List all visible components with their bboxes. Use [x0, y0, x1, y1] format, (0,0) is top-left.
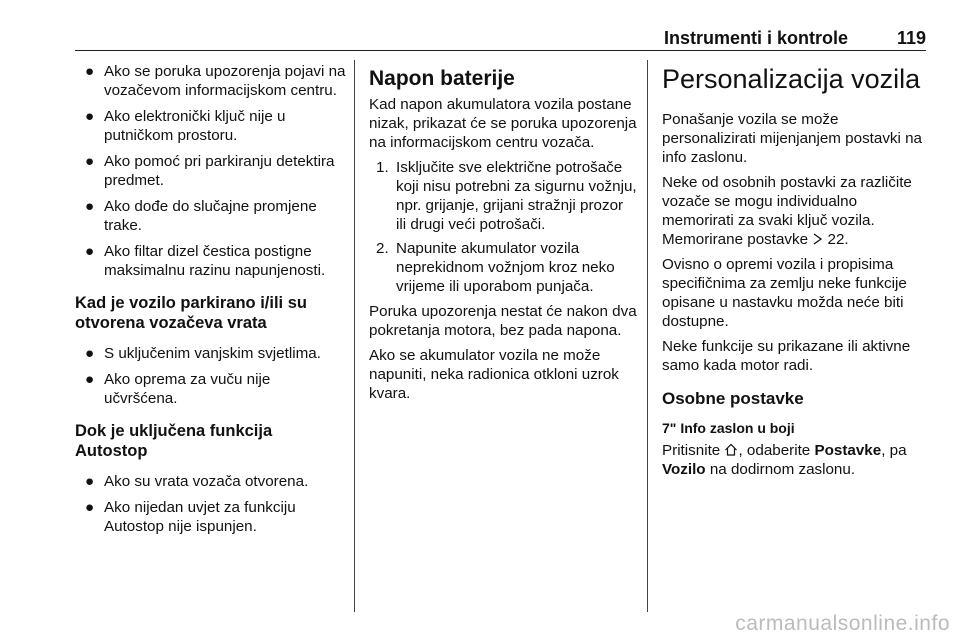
list-item: 1. Isključite sve električne potrošače koji nisu potrebni za sigurnu vožnju, npr. grijanje, grijani stražnji prozor ili drugi veći potrošači. [376, 159, 637, 233]
list-item: ● S uključenim vanjskim svjetlima. [85, 345, 321, 362]
paragraph-workshop: Ako se akumulator vozila ne može napuniti, neka radionica otkloni uzrok kvara. [369, 347, 619, 402]
heading-parked: Kad je vozilo parkirano i/ili su otvorena vozačeva vrata [75, 294, 307, 332]
step-number: 2. [376, 240, 389, 257]
step-number: 1. [376, 159, 389, 176]
watermark: carmanualsonline.info [735, 612, 950, 635]
paragraph-intro: Kad napon akumulatora vozila postane nizak, prikazat će se poruka upozorenja na informacijskom centru vozača. [369, 96, 637, 151]
list-item: ● Ako filtar dizel čestica postigne maksimalnu razinu napunjenosti. [85, 243, 326, 279]
paragraph-engine-running: Neke funkcije su prikazane ili aktivne samo kada motor radi. [662, 338, 911, 374]
paragraph-memorize: Neke od osobnih postavki za različite vozače se mogu individualno memorirati za svaki ključ vozila. Memorirane postavke 22. [662, 174, 912, 248]
bullet-icon: ● [85, 499, 95, 516]
column-divider-2 [647, 60, 648, 612]
heading-personal-settings: Osobne postavke [662, 389, 804, 408]
bullet-list-warnings [75, 62, 347, 280]
heading-info-display: 7" Info zaslon u boji [662, 420, 795, 436]
list-item: ● Ako se poruka upozorenja pojavi na vozačevom informacijskom centru. [85, 63, 346, 99]
list-item: ● Ako elektronički ključ nije u putničkom prostoru. [85, 108, 286, 144]
bullet-icon: ● [85, 473, 95, 490]
paragraph-equipment: Ovisno o opremi vozila i propisima specifičnima za zemlju neke funkcije opisane u nastavku možda neće biti dostupne. [662, 256, 907, 330]
column-divider-1 [354, 60, 355, 612]
list-item: ● Ako nijedan uvjet za funkciju Autostop nije ispunjen. [85, 499, 296, 535]
paragraph-personalize: Ponašanje vozila se može personalizirati mijenjanjem postavki na info zaslonu. [662, 111, 922, 166]
settings-term: Postavke [814, 442, 882, 459]
column-middle [369, 62, 637, 409]
page-number: 119 [896, 28, 926, 48]
vehicle-term: Vozilo [662, 461, 706, 478]
paragraph-warning-clear: Poruka upozorenja nestat će nakon dva pokretanja motora, bez pada napona. [369, 303, 637, 339]
heading-battery-voltage: Napon baterije [369, 67, 515, 90]
column-left [75, 62, 347, 543]
bullet-icon: ● [85, 153, 95, 170]
bullet-icon: ● [85, 345, 95, 362]
list-item: ● Ako pomoć pri parkiranju detektira predmet. [85, 153, 335, 189]
list-item: ● Ako dođe do slučajne promjene trake. [85, 198, 317, 234]
paragraph-instructions: Pritisnite , odaberite Postavke, pa Vozilo na dodirnom zaslonu. [662, 442, 907, 478]
home-icon [724, 443, 738, 456]
bullet-icon: ● [85, 108, 95, 125]
list-item: ● Ako oprema za vuču nije učvršćena. [85, 371, 271, 407]
bullet-list-autostop [75, 472, 347, 536]
column-right [662, 62, 932, 485]
heading-personalization: Personalizacija vozila [662, 64, 921, 94]
page-header [75, 28, 926, 51]
section-title: Instrumenti i kontrole [663, 28, 848, 48]
list-item: ● Ako su vrata vozača otvorena. [85, 473, 309, 490]
bullet-icon: ● [85, 371, 95, 388]
bullet-icon: ● [85, 198, 95, 215]
numbered-steps [369, 158, 637, 296]
heading-autostop: Dok je uključena funkcija Autostop [75, 422, 273, 460]
list-item: 2. Napunite akumulator vozila neprekidnom vožnjom kroz neko vrijeme ili uporabom punjača. [376, 240, 615, 295]
page-reference[interactable]: 22. [827, 231, 849, 248]
bullet-list-parked [75, 344, 347, 408]
bullet-icon: ● [85, 243, 95, 260]
page-reference-icon [812, 233, 823, 245]
bullet-icon: ● [85, 63, 95, 80]
